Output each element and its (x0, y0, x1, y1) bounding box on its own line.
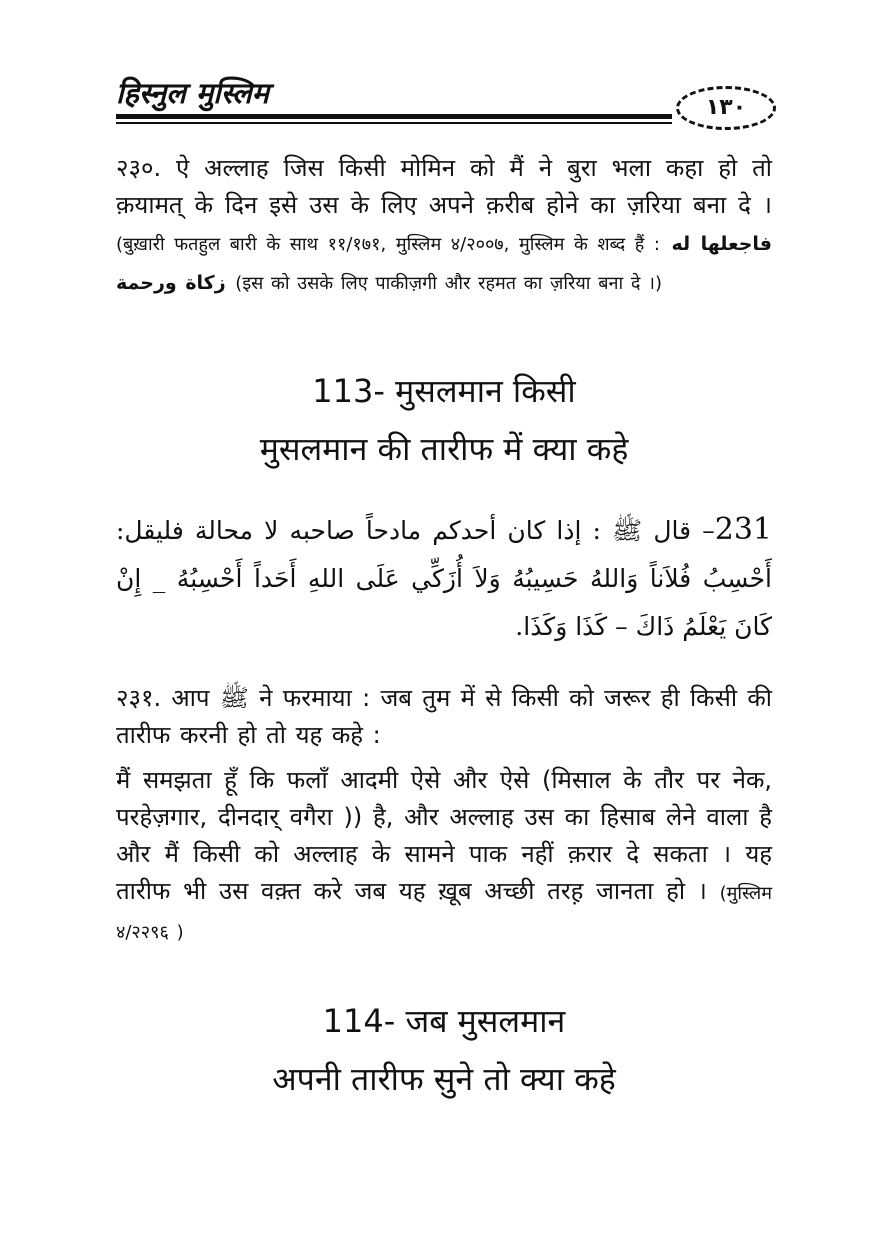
running-header (116, 76, 776, 136)
arabic-intro: – قال ﷺ : إذا كان أحدكم مادحاً صاحبه لا محالة فليقل: (116, 516, 715, 545)
header-rule-thin (116, 122, 672, 124)
section-number: २३०. (116, 154, 162, 182)
heading-line-1: 114- जब मुसलमान (322, 1002, 566, 1040)
section-230 (116, 150, 772, 302)
paragraph-body: ऐ अल्लाह जिस किसी मोमिन को मैं ने बुरा भला कहा हो तो क़यामत् के दिन इसे उस के लिए अपने क़रीब होने का ज़रिया बना दे । (116, 154, 772, 219)
paragraph-231-main (116, 762, 772, 951)
arabic-supplication: أَحْسِبُ فُلاَناً وَاللهُ حَسِيبُهُ وَلاَ أُزَكِّي عَلَى اللهِ أَحَداً أَحْسِبُهُ _ إِنْ كَانَ يَعْلَمُ ذَاكَ – كَذَا وَكَذَا. (116, 564, 772, 641)
paragraph-231-intro (116, 680, 772, 754)
arabic-text-231 (116, 506, 772, 651)
reference-text: (मुस्लिम ४/२२९६ ) (116, 883, 772, 943)
chapter-heading-114 (116, 992, 772, 1108)
reference-text: (बुख़ारी फतहुल बारी के साथ ११/१७१, मुस्लिम ४/२००७, मुस्लिम के शब्द हैं : (116, 234, 660, 255)
heading-line-2: मुसलमान की तारीफ में क्या कहे (259, 430, 629, 468)
book-title: हिस्नुल मुस्लिम (116, 76, 269, 110)
header-rule-thick (116, 114, 672, 119)
reference-translation: (इस को उसके लिए पाकीज़गी और रहमत का ज़रिया बना दे ।) (235, 273, 662, 294)
hadith-number: 231 (714, 512, 772, 547)
section-number: २३१. (116, 684, 162, 712)
page-number-badge (676, 86, 776, 130)
chapter-heading-113 (116, 362, 772, 478)
paragraph-230 (116, 150, 772, 302)
heading-line-2: अपनी तारीफ सुने तो क्या कहे (272, 1060, 616, 1098)
heading-line-1: 113- मुसलमान किसी (312, 372, 576, 410)
paragraph-body: मैं समझता हूँ कि फलाँ आदमी ऐसे और ऐसे (मिसाल के तौर पर नेक, परहेज़गार, दीनदार् वगैरा )) है, और अल्लाह उस का हिसाब लेने वाला है और मैं किसी को अल्लाह के सामने पाक नहीं क़रार दे सकता । यह तारीफ भी उस वक़्त करे जब यह ख़ूब अच्छी तरह़ जानता हो । (116, 766, 772, 905)
page-number: ١٣٠ (705, 95, 747, 120)
section-231 (116, 680, 772, 951)
paragraph-body: आप ﷺ ने फरमाया : जब तुम में से किसी को जरूर ही किसी की तारीफ करनी हो तो यह कहे : (116, 684, 772, 749)
arabic-quote: فاجعلها له زكاة ورحمة (116, 233, 772, 294)
